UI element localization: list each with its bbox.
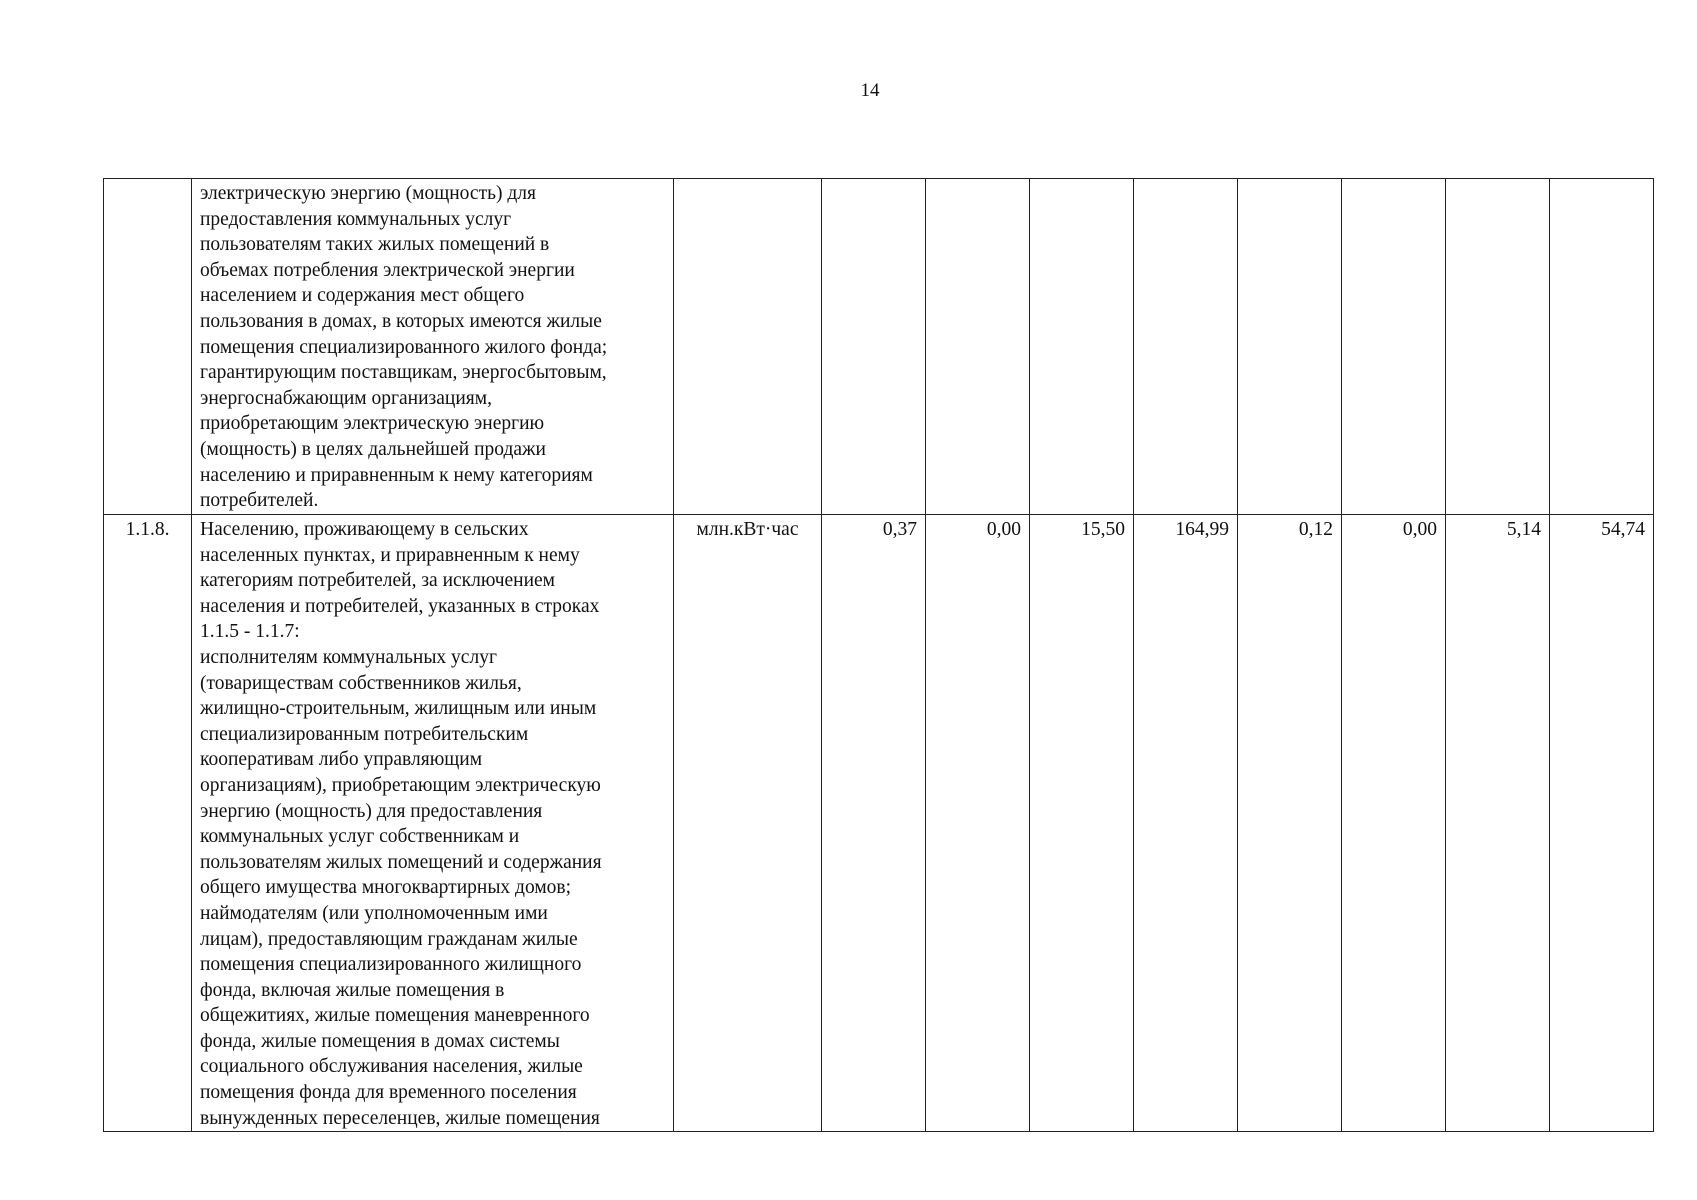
description-line: населением и содержания мест общего — [200, 285, 525, 307]
description-line: наймодателям (или уполномоченным ими — [200, 902, 548, 924]
row-number-cell: 1.1.8. — [104, 515, 192, 1132]
value-cell: 0,00 — [1342, 515, 1446, 1132]
description-line: пользования в домах, в которых имеются жилые — [200, 310, 602, 332]
value-cell: 0,37 — [822, 515, 926, 1132]
unit-cell: млн.кВт·час — [674, 515, 822, 1132]
description-line: категориям потребителей, за исключением — [200, 570, 556, 592]
value-cell — [1342, 179, 1446, 515]
description-line: населения и потребителей, указанных в строках — [200, 595, 600, 617]
description-line: кооперативам либо управляющим — [200, 749, 483, 771]
value-cell — [822, 179, 926, 515]
description-line: организациям), приобретающим электрическую — [200, 774, 601, 796]
value-cell: 164,99 — [1134, 515, 1238, 1132]
description-line: помещения специализированного жилищного — [200, 954, 582, 976]
description-line: приобретающим электрическую энергию — [200, 413, 545, 435]
value-cell: 0,12 — [1238, 515, 1342, 1132]
description-line: энергоснабжающим организациям, — [200, 387, 492, 409]
value-cell — [1446, 179, 1550, 515]
description-cell — [192, 515, 674, 1132]
description-line: лицам), предоставляющим гражданам жилые — [200, 928, 578, 950]
description-line: гарантирующим поставщикам, энергосбытовым, — [200, 362, 607, 384]
description-line: 1.1.5 - 1.1.7: — [200, 621, 300, 643]
description-line: фонда, включая жилые помещения в — [200, 979, 505, 1001]
description-cell — [192, 179, 674, 515]
description-line: потребителей. — [200, 490, 319, 512]
unit-cell — [674, 179, 822, 515]
description-line: общежитиях, жилые помещения маневренного — [200, 1005, 590, 1027]
description-line: объемах потребления электрической энергии — [200, 259, 575, 281]
description-line: вынужденных переселенцев, жилые помещения — [200, 1107, 600, 1129]
value-cell — [1550, 179, 1654, 515]
description-line: фонда, жилые помещения в домах системы — [200, 1030, 560, 1052]
value-cell: 54,74 — [1550, 515, 1654, 1132]
value-cell: 5,14 — [1446, 515, 1550, 1132]
description-line: специализированным потребительским — [200, 723, 529, 745]
description-line: пользователям таких жилых помещений в — [200, 234, 550, 256]
description-line: социального обслуживания населения, жилые — [200, 1056, 583, 1078]
description-line: помещения фонда для временного поселения — [200, 1082, 577, 1104]
value-cell — [1134, 179, 1238, 515]
description-line: (товариществам собственников жилья, — [200, 672, 522, 694]
description-line: жилищно-строительным, жилищным или иным — [200, 698, 597, 720]
description-line: электрическую энергию (мощность) для — [200, 183, 536, 204]
description-line: Населению, проживающему в сельских — [200, 519, 529, 540]
tariff-table — [103, 178, 1654, 1132]
description-line: общего имущества многоквартирных домов; — [200, 877, 572, 899]
description-line: (мощность) в целях дальнейшей продажи — [200, 438, 546, 460]
row-number-cell — [104, 179, 192, 515]
description-line: предоставления коммунальных услуг — [200, 208, 512, 230]
value-cell — [1238, 179, 1342, 515]
table-row — [104, 179, 1654, 515]
value-cell: 0,00 — [926, 515, 1030, 1132]
description-line: помещения специализированного жилого фонда; — [200, 336, 608, 358]
description-line: коммунальных услуг собственникам и — [200, 826, 520, 848]
value-cell — [926, 179, 1030, 515]
description-line: исполнителям коммунальных услуг — [200, 646, 497, 668]
value-cell: 15,50 — [1030, 515, 1134, 1132]
table-row — [104, 515, 1654, 1132]
value-cell — [1030, 179, 1134, 515]
description-line: пользователям жилых помещений и содержания — [200, 851, 602, 873]
description-line: населенных пунктах, и приравненным к нему — [200, 544, 580, 566]
description-line: населению и приравненным к нему категориям — [200, 464, 593, 486]
page-number: 14 — [860, 80, 880, 101]
description-line: энергию (мощность) для предоставления — [200, 800, 543, 822]
